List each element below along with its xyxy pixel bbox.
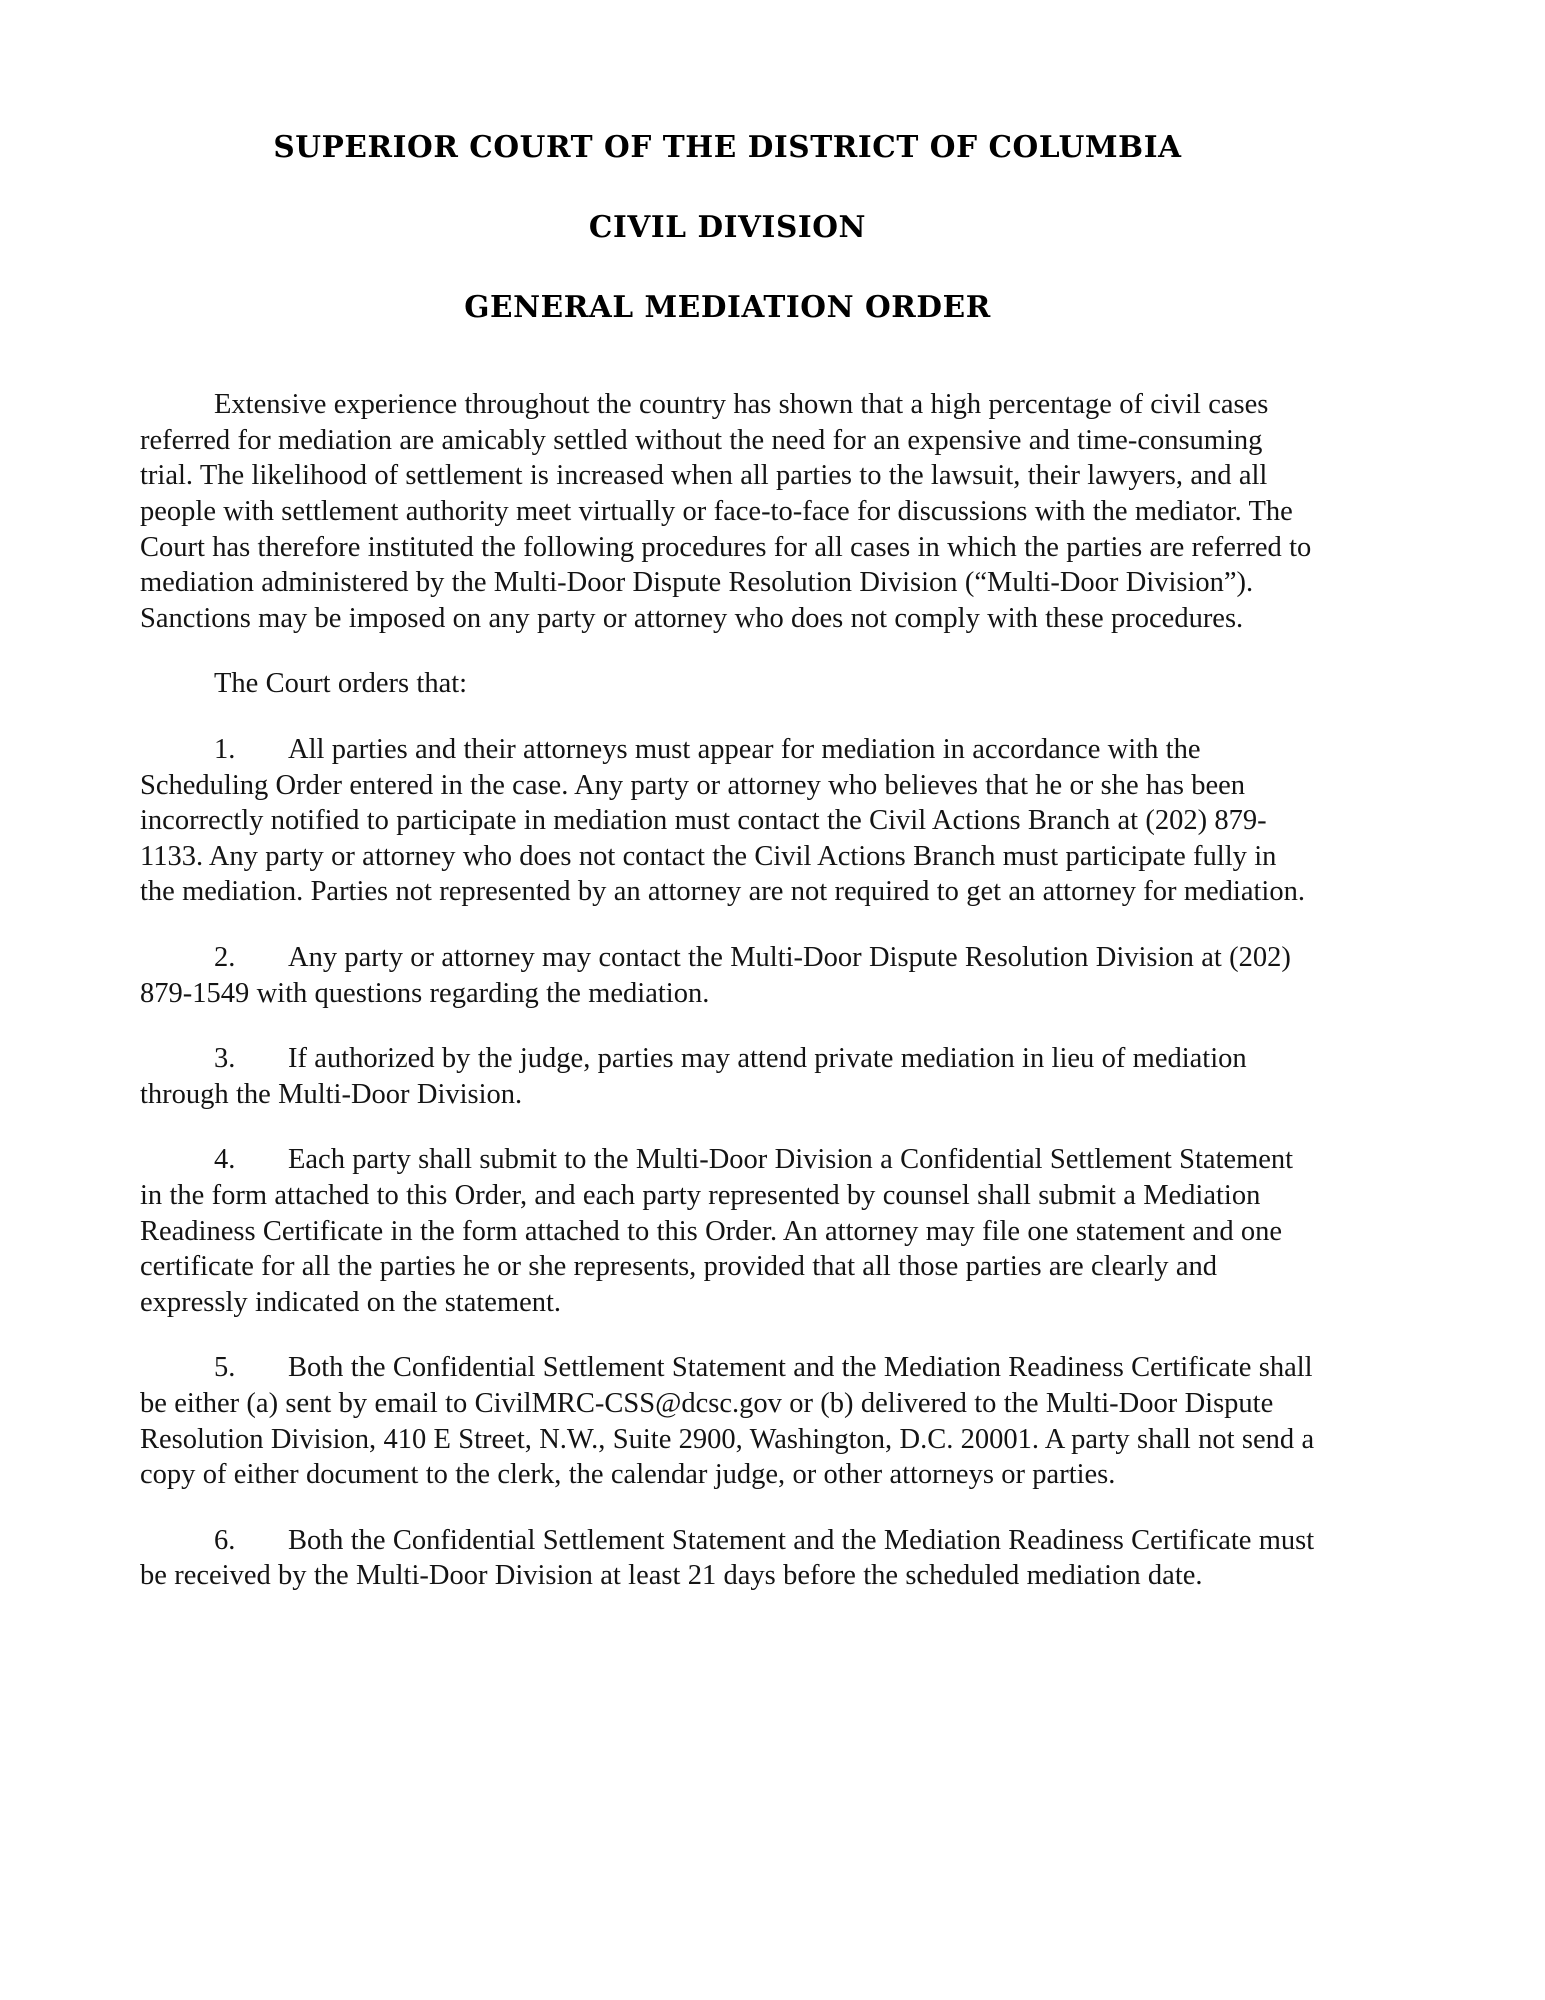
item-text-1: All parties and their attorneys must appear for mediation in accordance with the Scheduling Order entered in the case. Any party or attorney who believes that he or she has been incorrectly notified to participate in mediation must contact the Civil Actions Branch at (202) 879-1133. Any party or attorney who does not contact the Civil Actions Branch must participate fully in the mediation. Parties not represented by an attorney are not required to get an attorney for mediation. <box>140 734 1305 908</box>
item-number-3: 3. <box>214 1043 236 1075</box>
item-number-4: 4. <box>214 1144 236 1176</box>
item-text-6: Both the Confidential Settlement Statement and the Mediation Readiness Certificate must be received by the Multi-Door Division at least 21 days before the scheduled mediation date. <box>140 1524 1315 1592</box>
document-content <box>140 0 1315 1594</box>
numbered-item-6 <box>140 1523 1315 1594</box>
item-text-4: Each party shall submit to the Multi-Door Division a Confidential Settlement Statement in the form attached to this Order, and each party represented by counsel shall submit a Mediation Readiness Certificate in the form attached to this Order. An attorney may file one statement and one certificate for all the parties he or she represents, provided that all those parties are clearly and expressly indicated on the statement. <box>140 1144 1294 1318</box>
document-body <box>140 387 1315 1594</box>
numbered-item-1 <box>140 732 1315 910</box>
item-number-2: 2. <box>214 941 236 973</box>
item-text-3: If authorized by the judge, parties may attend private mediation in lieu of mediation through the Multi-Door Division. <box>140 1043 1247 1110</box>
intro-paragraph <box>140 387 1315 636</box>
orders-lead-text: The Court orders that: <box>214 668 468 700</box>
page-title-order: GENERAL MEDIATION ORDER <box>464 288 991 324</box>
numbered-item-5 <box>140 1350 1315 1492</box>
item-number-6: 6. <box>214 1524 236 1556</box>
numbered-item-3 <box>140 1041 1315 1112</box>
page-title-division: CIVIL DIVISION <box>588 208 867 244</box>
numbered-item-4 <box>140 1142 1315 1320</box>
intro-paragraph-text: Extensive experience throughout the country has shown that a high percentage of civil cases referred for mediation are amicably settled without the need for an expensive and time-consuming trial. The likelihood of settlement is increased when all parties to the lawsuit, their lawyers, and all people with settlement authority meet virtually or face-to-face for discussions with the mediator. The Court has therefore instituted the following procedures for all cases in which the parties are referred to mediation administered by the Multi-Door Dispute Resolution Division (“Multi-Door Division”). Sanctions may be imposed on any party or attorney who does not comply with these procedures. <box>140 389 1312 634</box>
item-number-1: 1. <box>214 734 236 765</box>
numbered-item-2 <box>140 940 1315 1011</box>
item-text-2: Any party or attorney may contact the Multi-Door Dispute Resolution Division at (202) 879-1549 with questions regarding the mediation. <box>140 941 1291 1009</box>
item-number-5: 5. <box>214 1352 236 1384</box>
orders-lead-paragraph <box>140 666 1315 702</box>
item-text-5: Both the Confidential Settlement Statement and the Mediation Readiness Certificate shall be either (a) sent by email to CivilMRC-CSS@dcsc.gov or (b) delivered to the Multi-Door Dispute Resolution Division, 410 E Street, N.W., Suite 2900, Washington, D.C. 20001. A party shall not send a copy of either document to the clerk, the calendar judge, or other attorneys or parties. <box>140 1352 1315 1491</box>
document-heading-block <box>140 0 1315 325</box>
page-title-court: SUPERIOR COURT OF THE DISTRICT OF COLUMBIA <box>273 129 1182 164</box>
